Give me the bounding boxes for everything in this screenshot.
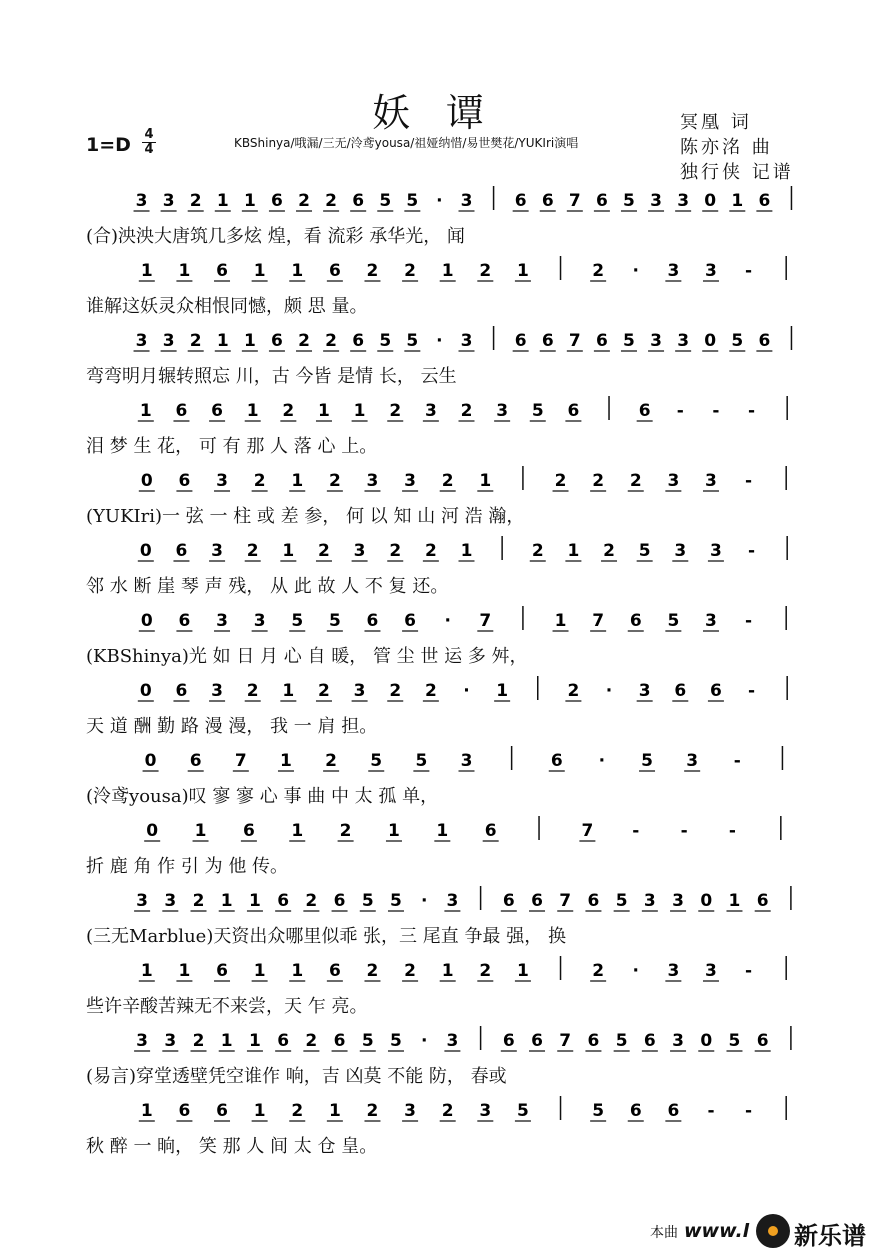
note: 3 <box>705 471 717 491</box>
note: 1 <box>140 261 153 281</box>
note: 6 <box>541 191 554 211</box>
note: 1 <box>178 261 191 281</box>
note: 6 <box>550 751 563 771</box>
note: 2 <box>479 261 492 281</box>
note: 1 <box>253 1101 266 1121</box>
note: 2 <box>629 471 642 491</box>
note: 1 <box>554 611 567 631</box>
note: 2 <box>366 1101 379 1121</box>
note: 0 <box>144 751 157 771</box>
lyric-line: 些许辛酸苦辣无不来尝，天 乍 亮。 <box>86 996 368 1017</box>
note: - <box>680 821 688 841</box>
note: 1 <box>243 191 256 211</box>
note: 6 <box>271 191 283 211</box>
note: 1 <box>253 961 266 981</box>
note: 1 <box>516 261 529 281</box>
note: - <box>745 471 753 491</box>
note: 3 <box>677 331 690 351</box>
note: 3 <box>672 1031 684 1051</box>
note: · <box>444 611 451 631</box>
note: · <box>632 961 639 981</box>
note: 5 <box>623 331 635 351</box>
note: 3 <box>709 541 722 561</box>
note: 5 <box>516 1101 529 1121</box>
note: 5 <box>615 891 628 911</box>
note: 6 <box>333 891 346 911</box>
note: 6 <box>541 331 554 351</box>
note: - <box>632 821 640 841</box>
note: 3 <box>404 1101 417 1121</box>
note: · <box>436 191 443 211</box>
notation-row <box>138 396 787 421</box>
note: 3 <box>460 751 473 771</box>
notation-row <box>139 256 786 281</box>
notation-row <box>134 186 792 211</box>
note: - <box>676 401 684 421</box>
note: 6 <box>216 261 228 281</box>
note: 5 <box>379 331 392 351</box>
note: 2 <box>460 401 473 421</box>
note: 6 <box>667 1101 680 1121</box>
note: 1 <box>249 891 261 911</box>
note: 0 <box>139 681 152 701</box>
note: 3 <box>162 191 175 211</box>
note: 5 <box>406 331 419 351</box>
lyric-line: 弯弯明月辗转照忘 川，古 今皆 是情 长， 云生 <box>86 366 457 387</box>
note: 1 <box>253 261 266 281</box>
note: 5 <box>291 611 304 631</box>
note: - <box>728 821 736 841</box>
note: 2 <box>298 191 310 211</box>
note: 1 <box>220 891 233 911</box>
note: 2 <box>424 541 437 561</box>
note: · <box>420 891 428 911</box>
note: 6 <box>629 611 642 631</box>
note: 1 <box>388 821 400 841</box>
note: 3 <box>353 681 366 701</box>
note: · <box>598 751 606 771</box>
note: 1 <box>194 821 207 841</box>
note: 5 <box>592 1101 605 1121</box>
note: 5 <box>370 751 383 771</box>
note: 6 <box>595 191 608 211</box>
note: 1 <box>216 331 229 351</box>
note: - <box>748 401 756 421</box>
note: 1 <box>140 1101 153 1121</box>
note: 1 <box>441 261 454 281</box>
note: 1 <box>479 471 492 491</box>
note: 3 <box>638 681 651 701</box>
note: 5 <box>728 1031 741 1051</box>
note: 1 <box>496 681 509 701</box>
note: 2 <box>318 681 330 701</box>
note: 2 <box>189 191 202 211</box>
note: 2 <box>298 331 310 351</box>
notation-row <box>134 886 791 911</box>
note: 2 <box>389 401 402 421</box>
note: · <box>420 1031 428 1051</box>
note: 7 <box>234 751 247 771</box>
note: 3 <box>366 471 379 491</box>
note: - <box>748 541 756 561</box>
note: 6 <box>758 331 771 351</box>
notation-row <box>134 1026 791 1051</box>
note: 2 <box>404 261 417 281</box>
note: - <box>733 751 741 771</box>
notation-row <box>134 326 792 351</box>
note: 1 <box>246 401 259 421</box>
note: 1 <box>249 1031 261 1051</box>
logo-disc-icon <box>756 1214 790 1248</box>
note: 1 <box>328 1101 341 1121</box>
note: 2 <box>389 681 402 701</box>
note: 5 <box>328 611 341 631</box>
note: 6 <box>189 751 202 771</box>
lyric-line: (KBShinya)光 如 日 月 心 自 暖， 管 尘 世 运 多 舛， <box>86 646 528 667</box>
note: 3 <box>446 1031 459 1051</box>
note: 2 <box>325 751 338 771</box>
note: 2 <box>424 681 437 701</box>
note: 0 <box>700 891 713 911</box>
note: 1 <box>140 961 153 981</box>
note: 1 <box>280 751 292 771</box>
note: 6 <box>178 611 191 631</box>
note: 7 <box>592 611 605 631</box>
time-sig-top: 4 <box>144 127 154 142</box>
note: 1 <box>291 821 304 841</box>
note: 1 <box>220 1031 233 1051</box>
note: 6 <box>502 1031 515 1051</box>
note: 1 <box>567 541 580 561</box>
note: 0 <box>140 471 153 491</box>
note: 0 <box>700 1031 713 1051</box>
notation-row <box>144 816 781 841</box>
note: 3 <box>677 191 690 211</box>
note: - <box>745 961 753 981</box>
note: 3 <box>686 751 699 771</box>
note: 3 <box>496 401 509 421</box>
note: 2 <box>592 261 605 281</box>
note: 2 <box>325 191 338 211</box>
note: · <box>632 261 639 281</box>
note: 5 <box>623 191 635 211</box>
site-logo[interactable]: 新乐谱 <box>794 1222 866 1250</box>
note: 7 <box>568 331 581 351</box>
notation-row <box>138 536 787 561</box>
note: 3 <box>667 261 680 281</box>
note: 7 <box>479 611 492 631</box>
note: 1 <box>282 541 295 561</box>
lyric-line: (泠鸢yousa)叹 寥 寥 心 事 曲 中 太 孤 单， <box>86 786 439 807</box>
note: 1 <box>243 331 256 351</box>
lyric-line: (三无Marblue)天资出众哪里似乖 张，三 尾直 争最 强， 换 <box>86 926 566 947</box>
note: 2 <box>441 1101 454 1121</box>
note: 6 <box>758 191 771 211</box>
note: 7 <box>559 891 572 911</box>
note: 6 <box>333 1031 346 1051</box>
note: 1 <box>178 961 191 981</box>
note: 6 <box>629 1101 642 1121</box>
note: 3 <box>135 331 148 351</box>
note: 5 <box>641 751 653 771</box>
note: 5 <box>390 891 402 911</box>
note: 2 <box>603 541 615 561</box>
notation-row <box>139 466 786 491</box>
note: 1 <box>353 401 366 421</box>
note: 6 <box>643 1031 656 1051</box>
note: 6 <box>674 681 687 701</box>
singers-line: KBShinya/哦漏/三无/泠鸢yousa/祖娅纳惜/易世樊花/YUKIri演唱 <box>234 136 579 150</box>
note: 6 <box>178 471 191 491</box>
note: 6 <box>216 1101 228 1121</box>
note: 6 <box>178 1101 191 1121</box>
note: 3 <box>674 541 687 561</box>
note: 3 <box>667 471 680 491</box>
note: - <box>745 611 753 631</box>
lyric-line: 秋 醉 一 晌， 笑 那 人 间 太 仓 皇。 <box>86 1136 378 1157</box>
note: 2 <box>253 471 266 491</box>
note: 5 <box>731 331 744 351</box>
note: 5 <box>361 891 374 911</box>
note: 6 <box>328 261 341 281</box>
note: 5 <box>667 611 680 631</box>
note: 3 <box>424 401 437 421</box>
lyric-line: 天 道 酬 勤 路 漫 漫， 我 一 肩 担。 <box>86 716 378 737</box>
note: 1 <box>216 191 229 211</box>
note: 3 <box>643 891 656 911</box>
note: 6 <box>514 331 527 351</box>
note: 3 <box>672 891 684 911</box>
footer-prefix: 本曲 <box>650 1225 678 1241</box>
note: 1 <box>291 261 304 281</box>
note: 2 <box>479 961 492 981</box>
note: - <box>745 1101 753 1121</box>
note: 3 <box>650 191 662 211</box>
note: 1 <box>291 471 304 491</box>
note: 2 <box>291 1101 304 1121</box>
note: 3 <box>446 891 459 911</box>
note: 1 <box>516 961 529 981</box>
note: 2 <box>318 541 330 561</box>
note: 6 <box>531 891 543 911</box>
note: 3 <box>164 1031 177 1051</box>
note: 6 <box>242 821 255 841</box>
note: 1 <box>139 401 152 421</box>
notation-row <box>139 606 786 631</box>
note: 1 <box>291 961 304 981</box>
note: · <box>436 331 443 351</box>
note: 3 <box>705 611 717 631</box>
key-signature: 1=D <box>86 134 131 156</box>
footer-url[interactable]: www.l <box>684 1220 750 1242</box>
note: 2 <box>592 471 605 491</box>
note: 6 <box>366 611 379 631</box>
note: 6 <box>352 191 365 211</box>
note: 1 <box>436 821 449 841</box>
song-title: 妖谭 <box>372 91 521 135</box>
note: 6 <box>277 1031 290 1051</box>
note: 2 <box>366 261 379 281</box>
lyricist-credit: 冥凰 词 <box>680 112 752 133</box>
note: 2 <box>554 471 567 491</box>
note: 2 <box>305 891 318 911</box>
note: 3 <box>136 1031 149 1051</box>
note: 2 <box>592 961 605 981</box>
lyric-line: 泪 梦 生 花， 可 有 那 人 落 心 上。 <box>86 436 378 457</box>
note: 1 <box>731 191 744 211</box>
note: 2 <box>567 681 580 701</box>
note: 1 <box>318 401 330 421</box>
notation-row <box>139 1096 786 1121</box>
time-sig-bottom: 4 <box>142 142 156 157</box>
note: 2 <box>246 681 259 701</box>
note: 6 <box>175 681 188 701</box>
note: 2 <box>339 821 352 841</box>
note: 2 <box>325 331 338 351</box>
note: 6 <box>175 541 188 561</box>
note: 6 <box>587 1031 600 1051</box>
note: 6 <box>514 191 527 211</box>
note: 3 <box>216 471 228 491</box>
note: 3 <box>135 191 148 211</box>
note: 6 <box>531 1031 543 1051</box>
note: 2 <box>531 541 544 561</box>
notation-row <box>138 676 787 701</box>
note: 2 <box>282 401 295 421</box>
note: 3 <box>479 1101 492 1121</box>
note: 3 <box>705 961 717 981</box>
note: 6 <box>756 891 769 911</box>
note: 6 <box>277 891 290 911</box>
note: 6 <box>216 961 228 981</box>
lyric-line: 邻 水 断 崖 琴 声 残， 从 此 故 人 不 复 还。 <box>86 576 449 597</box>
note: 6 <box>175 401 188 421</box>
note: 6 <box>502 891 515 911</box>
note: 1 <box>728 891 741 911</box>
lyric-line: 折 鹿 角 作 引 为 他 传。 <box>86 856 289 877</box>
note: 2 <box>305 1031 318 1051</box>
note: 6 <box>271 331 283 351</box>
note: 5 <box>406 191 419 211</box>
note: 6 <box>567 401 580 421</box>
note: 1 <box>441 961 454 981</box>
note: 2 <box>192 1031 205 1051</box>
notation-row <box>143 746 783 771</box>
note: · <box>605 681 613 701</box>
note: 5 <box>615 1031 628 1051</box>
lyric-line: (YUKIri)一 弦 一 柱 或 差 参， 何 以 知 山 河 浩 瀚， <box>86 506 525 527</box>
note: 0 <box>704 331 717 351</box>
note: 5 <box>361 1031 374 1051</box>
note: 5 <box>638 541 651 561</box>
note: - <box>712 401 720 421</box>
note: 6 <box>709 681 722 701</box>
note: 3 <box>460 331 473 351</box>
note: 6 <box>595 331 608 351</box>
note: 2 <box>246 541 259 561</box>
note: 5 <box>531 401 544 421</box>
lyric-line: (合)泱泱大唐筑几多炫 煌，看 流彩 承华光， 闻 <box>86 226 465 247</box>
note: - <box>745 261 753 281</box>
note: 3 <box>650 331 662 351</box>
note: 0 <box>140 611 153 631</box>
note: 5 <box>390 1031 402 1051</box>
note: 3 <box>216 611 228 631</box>
note: 6 <box>638 401 651 421</box>
note: 7 <box>559 1031 572 1051</box>
note: 2 <box>404 961 417 981</box>
note: 0 <box>704 191 717 211</box>
note: 6 <box>352 331 365 351</box>
note: 2 <box>441 471 454 491</box>
note: 7 <box>568 191 581 211</box>
note: 3 <box>253 611 266 631</box>
note: 3 <box>136 891 149 911</box>
note: 6 <box>211 401 224 421</box>
note: 6 <box>484 821 497 841</box>
note: 3 <box>667 961 680 981</box>
transcriber-credit: 独行侠 记谱 <box>680 162 794 183</box>
note: 3 <box>705 261 717 281</box>
note: 6 <box>404 611 417 631</box>
note: 0 <box>146 821 159 841</box>
lyric-line: 谁解这妖灵众相恨同憾，颇 思 量。 <box>86 296 368 317</box>
note: 3 <box>353 541 366 561</box>
note: 6 <box>756 1031 769 1051</box>
lyric-line: (易言)穿堂透壁凭空谁作 响，吉 凶莫 不能 防， 春或 <box>86 1066 507 1087</box>
note: 3 <box>211 541 224 561</box>
note: 2 <box>389 541 402 561</box>
note: 3 <box>460 191 473 211</box>
note: - <box>748 681 756 701</box>
note: 3 <box>164 891 177 911</box>
note: - <box>707 1101 715 1121</box>
note: 5 <box>415 751 428 771</box>
composer-credit: 陈亦洺 曲 <box>680 137 773 158</box>
note: 2 <box>328 471 341 491</box>
note: 3 <box>162 331 175 351</box>
note: 3 <box>211 681 224 701</box>
note: 1 <box>282 681 295 701</box>
note: · <box>463 681 470 701</box>
note: 2 <box>192 891 205 911</box>
note: 0 <box>139 541 152 561</box>
note: 2 <box>189 331 202 351</box>
note: 2 <box>366 961 379 981</box>
note: 3 <box>404 471 417 491</box>
notation-row <box>139 956 786 981</box>
note: 5 <box>379 191 392 211</box>
note: 6 <box>587 891 600 911</box>
note: 1 <box>460 541 473 561</box>
note: 6 <box>328 961 341 981</box>
note: 7 <box>581 821 594 841</box>
